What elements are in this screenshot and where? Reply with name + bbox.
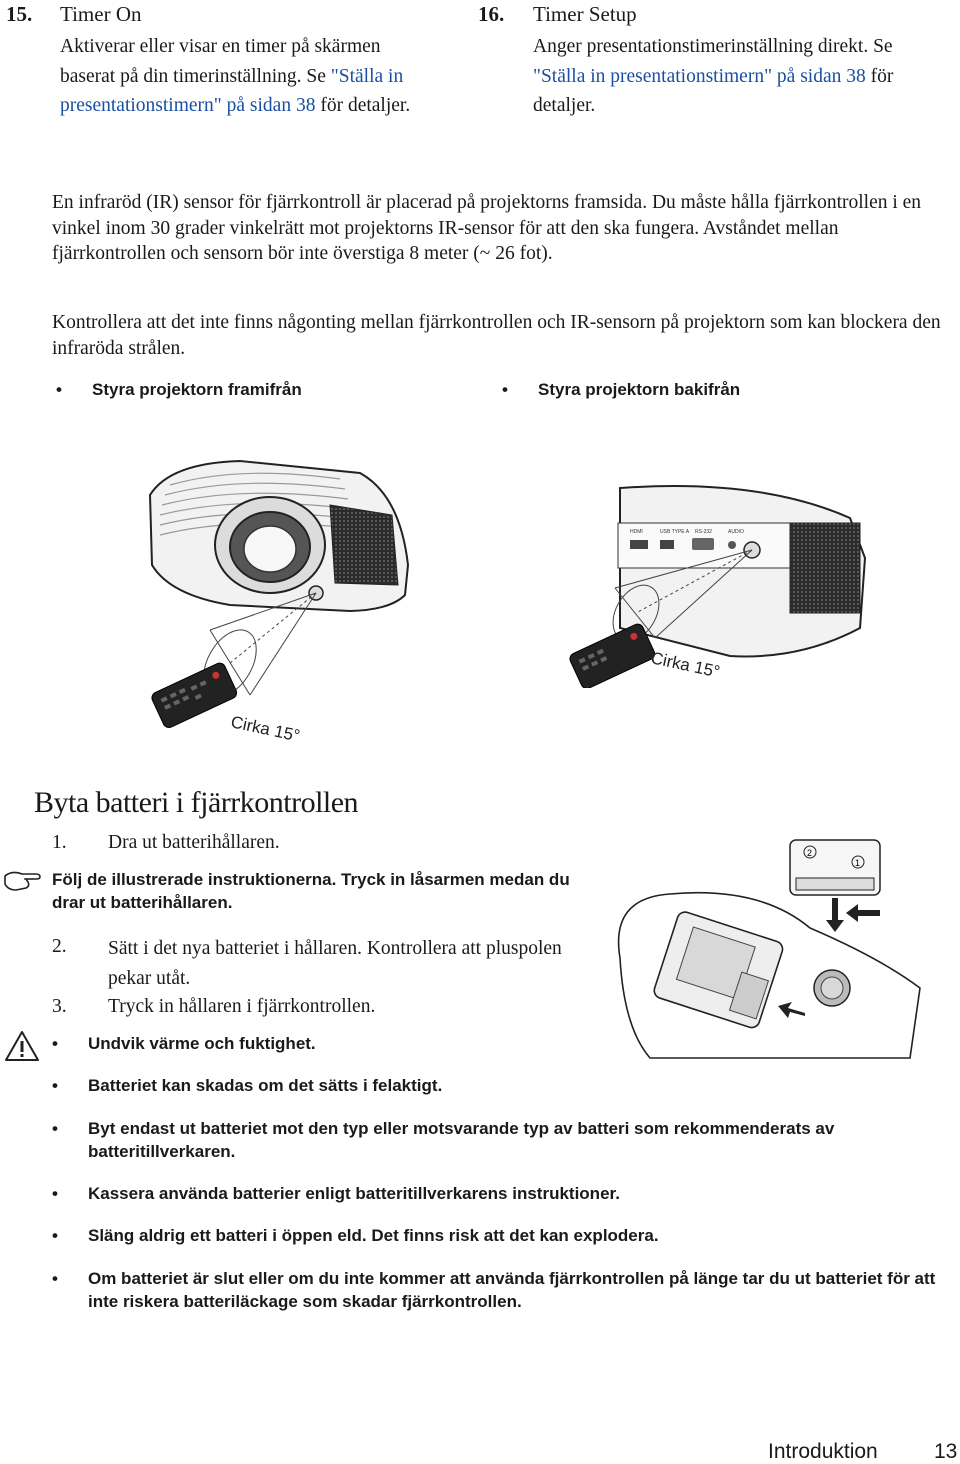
item-title: Timer Setup (533, 2, 637, 26)
caution-item: Byt endast ut batteriet mot den typ eller motsvarande typ av batteri som rekommenderats av batteritillverkaren. (88, 1119, 835, 1161)
item-text: för detaljer. (533, 65, 894, 116)
page-number: 13 (934, 1440, 958, 1463)
item-text: Aktiverar eller visar en timer på skärmen (60, 36, 381, 57)
bullet-icon: • (502, 380, 508, 399)
item-text: Anger presentationstimerinställning direkt. Se (533, 36, 893, 57)
bullet-icon: • (52, 1076, 58, 1095)
obstruction-paragraph: Kontrollera att det inte finns någonting mellan fjärrkontrollen och IR-sensorn på projektorn som kan blockera den infraröda strålen. (52, 312, 941, 359)
cross-reference-link[interactable]: "Ställa in presentationstimern" på sidan 38 (533, 65, 866, 87)
section-title: Byta batteri i fjärrkontrollen (34, 786, 359, 819)
front-projector-illustration (130, 455, 430, 765)
bullet-icon: • (52, 1269, 58, 1288)
step-text: Sätt i det nya batteriet i hållaren. Kontrollera att pluspolen pekar utåt. (108, 938, 562, 989)
caution-item: Kassera använda batterier enligt batteritillverkarens instruktioner. (88, 1184, 620, 1203)
front-operation-label: Styra projektorn framifrån (92, 380, 302, 399)
step-number: 3. (52, 996, 67, 1017)
step-number: 1. (52, 832, 67, 853)
bullet-icon: • (52, 1226, 58, 1245)
caution-item: Batteriet kan skadas om det sätts i felaktigt. (88, 1076, 443, 1095)
item-description (533, 32, 938, 121)
step-text: Dra ut batterihållaren. (108, 832, 280, 853)
port-label-audio: AUDIO (728, 529, 744, 535)
ir-sensor-paragraph: En infraröd (IR) sensor för fjärrkontroll är placerad på projektorns framsida. Du måste hålla fjärrkontrollen i en vinkel inom 30 grader vinkelrätt mot projektorns IR-sensor för att den ska fungera. Avståndet mellan fjärrkontrollen och sensorn bör inte överstiga 8 meter (~ 26 fot). (52, 192, 922, 264)
bullet-icon: • (56, 380, 62, 399)
item-text: baserat på din timerinställning. Se (60, 65, 331, 87)
caution-item: Undvik värme och fuktighet. (88, 1034, 316, 1053)
note-text: Följ de illustrerade instruktionerna. Tryck in låsarmen medan du drar ut batterihållaren. (52, 870, 570, 912)
step-circle-2: 2 (807, 848, 813, 858)
rear-operation-label: Styra projektorn bakifrån (538, 380, 741, 399)
footer-section-name: Introduktion (768, 1440, 878, 1463)
note-hand-icon (2, 866, 42, 894)
angle-label-front: Cirka 15° (229, 712, 302, 746)
port-label-hdmi: HDMI (630, 529, 643, 535)
step-circle-1: 1 (855, 858, 861, 868)
bullet-icon: • (52, 1119, 58, 1138)
port-label-rs232: RS-232 (695, 529, 712, 535)
cross-reference-link[interactable]: "Ställa in presentationstimern" på sidan 38 (60, 65, 404, 116)
step-text: Tryck in hållaren i fjärrkontrollen. (108, 996, 376, 1017)
item-number: 16. (478, 2, 505, 26)
bullet-icon: • (52, 1034, 58, 1053)
rear-projector-illustration (560, 478, 880, 688)
warning-triangle-icon (4, 1030, 40, 1062)
step-number: 2. (52, 936, 67, 957)
angle-label-rear: Cirka 15° (649, 648, 722, 682)
port-label-usb: USB TYPE A (660, 529, 690, 535)
item-description (60, 32, 475, 121)
caution-item: Släng aldrig ett batteri i öppen eld. Det finns risk att det kan explodera. (88, 1226, 659, 1245)
caution-item: Om batteriet är slut eller om du inte kommer att använda fjärrkontrollen på länge tar du ut batteriet för att inte riskera batteriläckage som skadar fjärrkontrollen. (88, 1269, 936, 1311)
item-text: för detaljer. (315, 95, 411, 116)
bullet-icon: • (52, 1184, 58, 1203)
item-title: Timer On (60, 2, 142, 26)
item-number: 15. (6, 2, 33, 26)
